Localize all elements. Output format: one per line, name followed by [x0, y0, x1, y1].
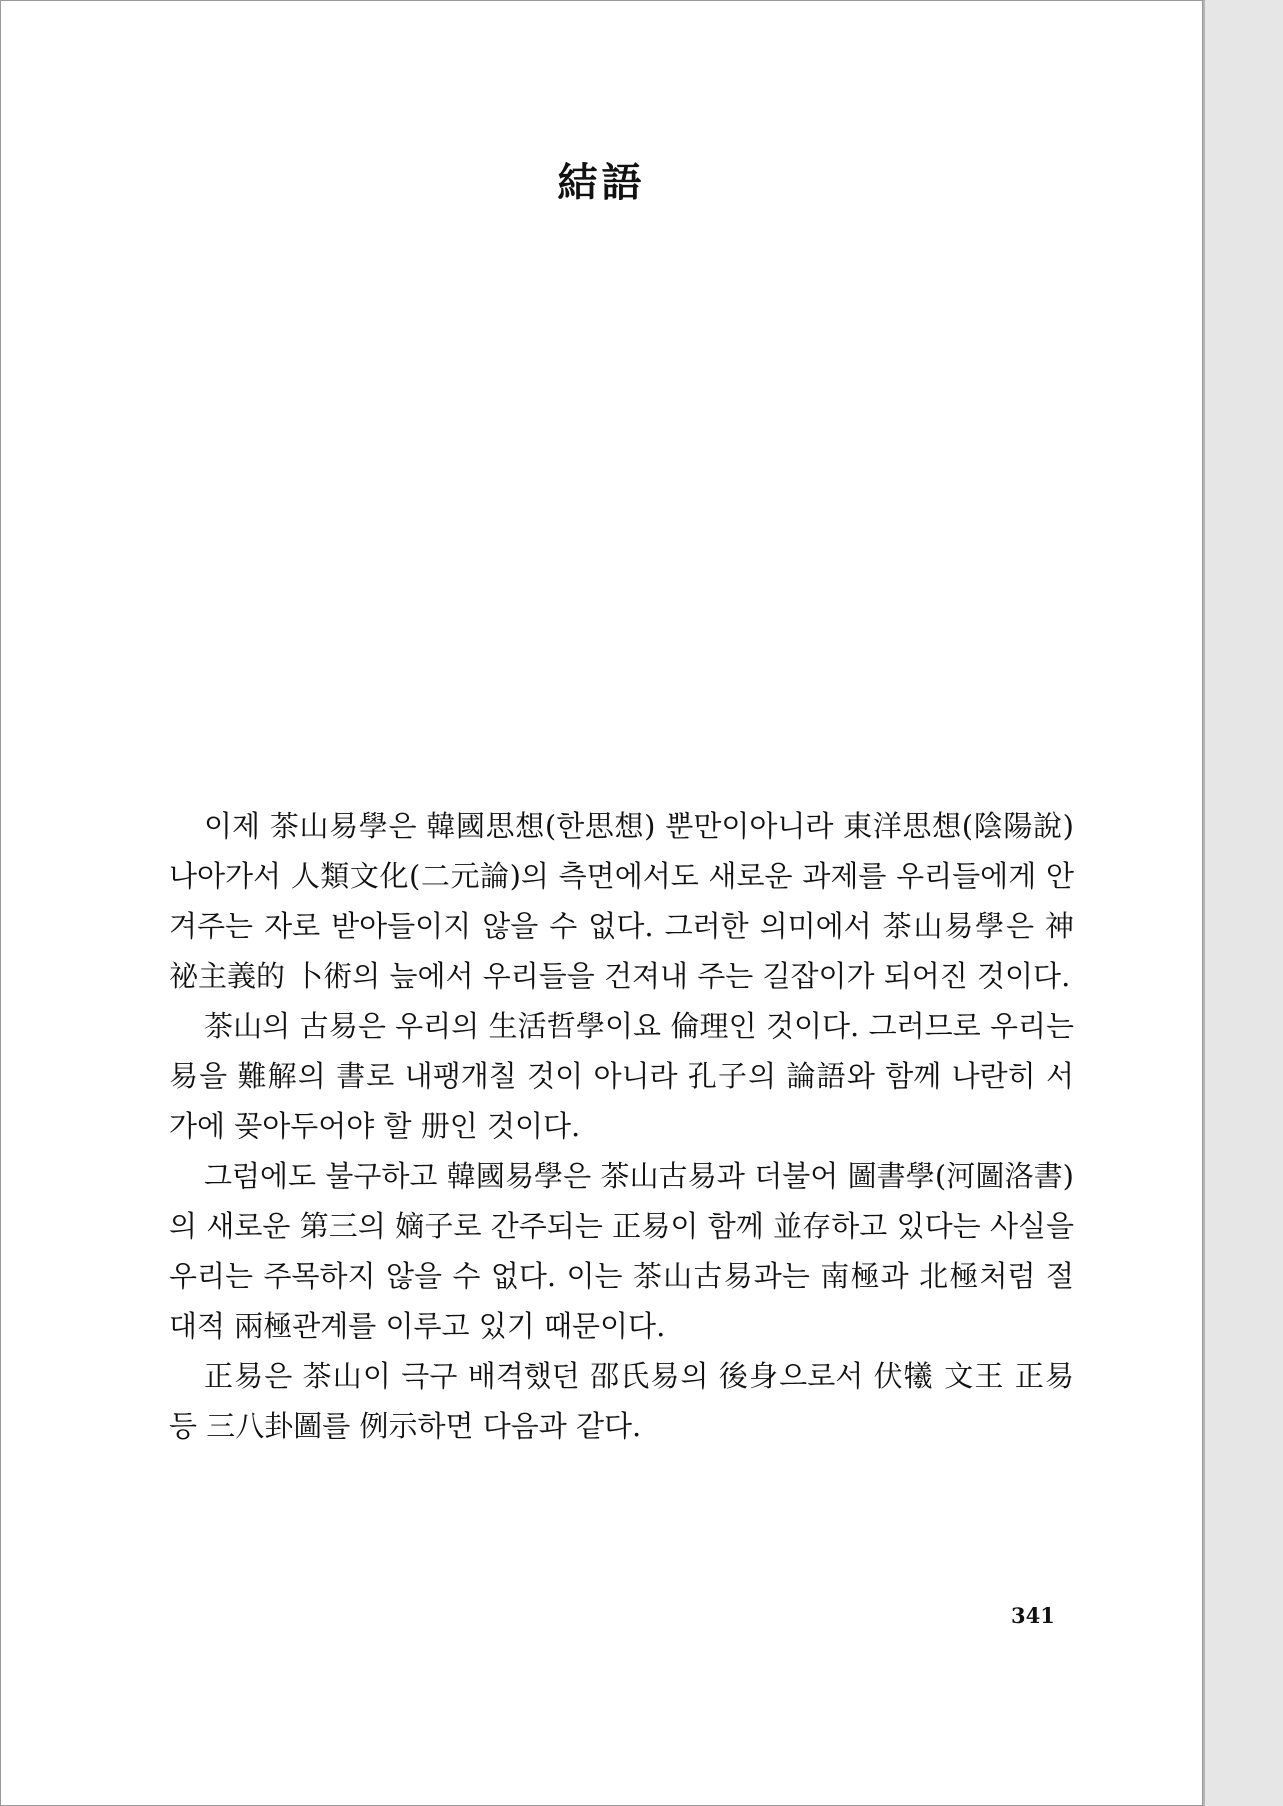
page-number: 341 [1011, 1603, 1055, 1628]
paragraph-4: 正易은 茶山이 극구 배격했던 邵氏易의 後身으로서 伏犧 文王 正易 등 三八卦圖를 例示하면 다음과 같다. [169, 1359, 1074, 1443]
body-text [169, 801, 1074, 1451]
viewer-background [1203, 0, 1283, 1806]
page-title: 結語 [557, 159, 646, 206]
paragraph-3: 그럼에도 불구하고 韓國易學은 茶山古易과 더불어 圖書學(河圖洛書)의 새로운 第三의 嫡子로 간주되는 正易이 함께 並存하고 있다는 사실을 우리는 주목하지 않을 수 없다. 이는 茶山古易과는 南極과 北極처럼 절대적 兩極관계를 이루고 있기 때문이다. [169, 1159, 1074, 1343]
paragraph-1: 이제 茶山易學은 韓國思想(한思想) 뿐만이아니라 東洋思想(陰陽說) 나아가서 人類文化(二元論)의 측면에서도 새로운 과제를 우리들에게 안겨주는 자로 받아들이지 않을 수 없다. 그러한 의미에서 茶山易學은 神祕主義的 卜術의 늪에서 우리들을 건져내 주는 길잡이가 되어진 것이다. [169, 809, 1074, 993]
paragraph-2: 茶山의 古易은 우리의 生活哲學이요 倫理인 것이다. 그러므로 우리는 易을 難解의 書로 내팽개칠 것이 아니라 孔子의 論語와 함께 나란히 서가에 꽂아두어야 할 册인 것이다. [169, 1009, 1074, 1143]
